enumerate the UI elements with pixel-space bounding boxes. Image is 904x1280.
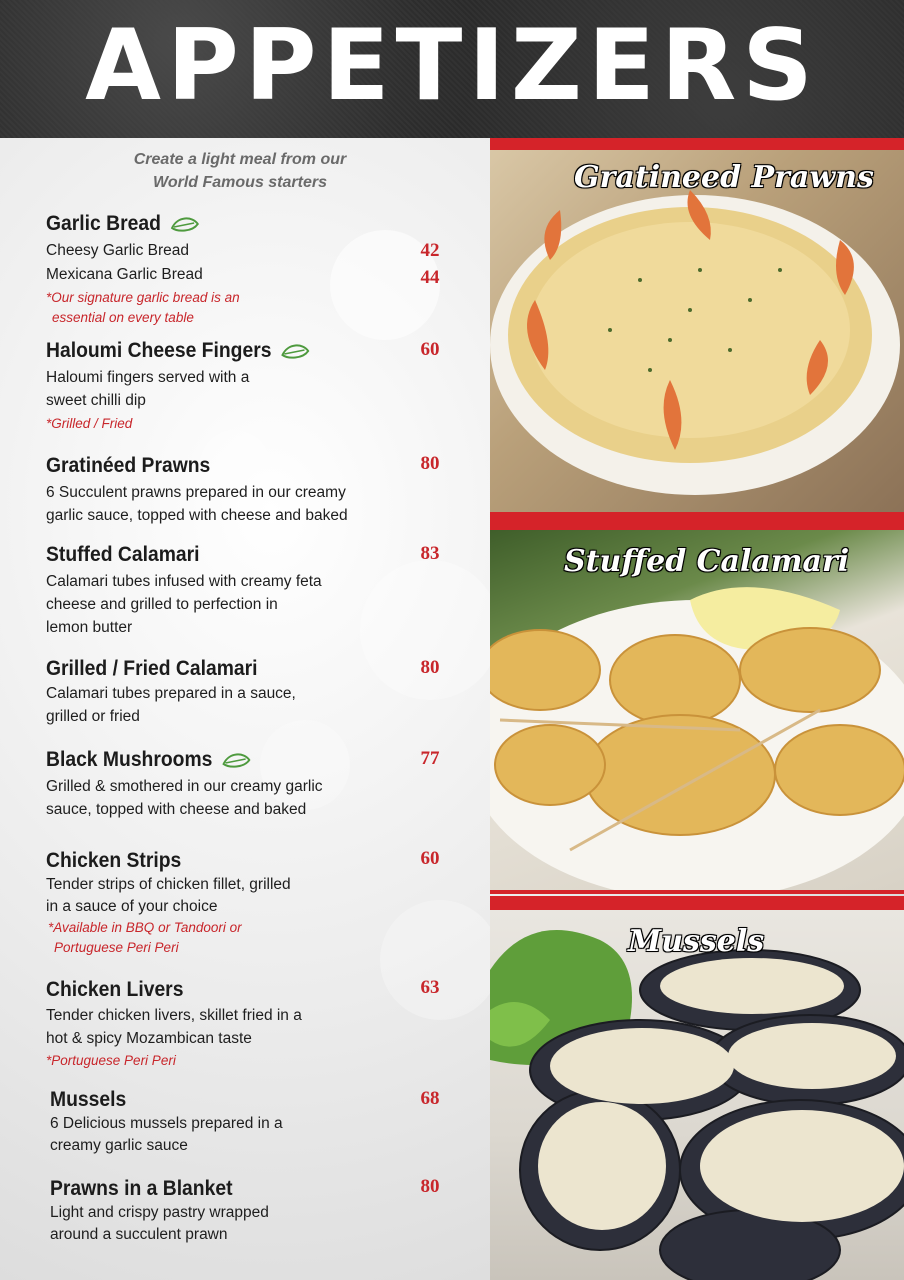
- photo-mussels: [490, 910, 904, 1280]
- photo-gratineed-prawns: [490, 150, 904, 512]
- menu-item-stuffed-calamari: Stuffed Calamari Calamari tubes infused with creamy feta cheese and grilled to perfection in lemon butter: [46, 543, 322, 636]
- price: 60: [420, 848, 440, 869]
- price: 63: [420, 977, 440, 998]
- price: 83: [420, 543, 440, 564]
- photo-frame-calamari: [490, 514, 904, 894]
- photo-frame-prawns: [490, 138, 904, 528]
- menu-item-chicken-livers: Chicken Livers Tender chicken livers, skillet fried in a hot & spicy Mozambican taste *Portuguese Peri Peri: [46, 978, 302, 1068]
- photo-frame-mussels: [490, 896, 904, 1280]
- tagline: Create a light meal from our World Famous starters: [133, 151, 347, 191]
- photo-stuffed-calamari: [490, 530, 904, 890]
- price: 60: [420, 339, 440, 360]
- price: 42: [420, 240, 440, 261]
- price: 80: [420, 453, 440, 474]
- vegetarian-leaf-icon: [170, 216, 199, 232]
- price: 80: [420, 1176, 440, 1197]
- vegetarian-leaf-icon: [222, 752, 251, 768]
- vegetarian-leaf-icon: [281, 343, 310, 359]
- price: 77: [420, 748, 440, 769]
- photo-title: Stuffed Calamari: [564, 544, 850, 579]
- menu-item-gratineed-prawns: Gratinéed Prawns 6 Succulent prawns prepared in our creamy garlic sauce, topped with cheese and baked: [46, 454, 348, 524]
- header-banner: [0, 0, 904, 138]
- dish-illustration: [490, 530, 904, 890]
- dish-illustration: [490, 910, 904, 1280]
- dish-illustration: [490, 150, 904, 512]
- photo-title: Gratineed Prawns: [574, 160, 874, 195]
- price: 80: [420, 657, 440, 678]
- menu-item-black-mushrooms: Black Mushrooms Grilled & smothered in our creamy garlic sauce, topped with cheese and baked: [46, 748, 323, 818]
- price: 68: [420, 1088, 440, 1109]
- menu-item-grilled-fried-calamari: Grilled / Fried Calamari Calamari tubes prepared in a sauce, grilled or fried: [46, 657, 296, 725]
- menu-item-haloumi: Haloumi Cheese Fingers Haloumi fingers served with a sweet chilli dip *Grilled / Fried: [46, 338, 466, 434]
- price: 44: [420, 267, 440, 288]
- menu-item-prawns-in-a-blanket: Prawns in a Blanket Light and crispy pastry wrapped around a succulent prawn: [50, 1177, 269, 1243]
- menu-item-garlic-bread: Garlic Bread Cheesy Garlic Bread Mexicana Garlic Bread *Our signature garlic bread is an essential on every table: [46, 212, 240, 325]
- photo-title: Mussels: [628, 924, 765, 959]
- page-title: APPETIZERS: [85, 9, 819, 123]
- menu-item-mussels: Mussels 6 Delicious mussels prepared in a creamy garlic sauce: [50, 1088, 283, 1154]
- menu-item-chicken-strips: Chicken Strips Tender strips of chicken fillet, grilled in a sauce of your choice *Available in BBQ or Tandoori or Portuguese Peri Peri: [46, 849, 291, 955]
